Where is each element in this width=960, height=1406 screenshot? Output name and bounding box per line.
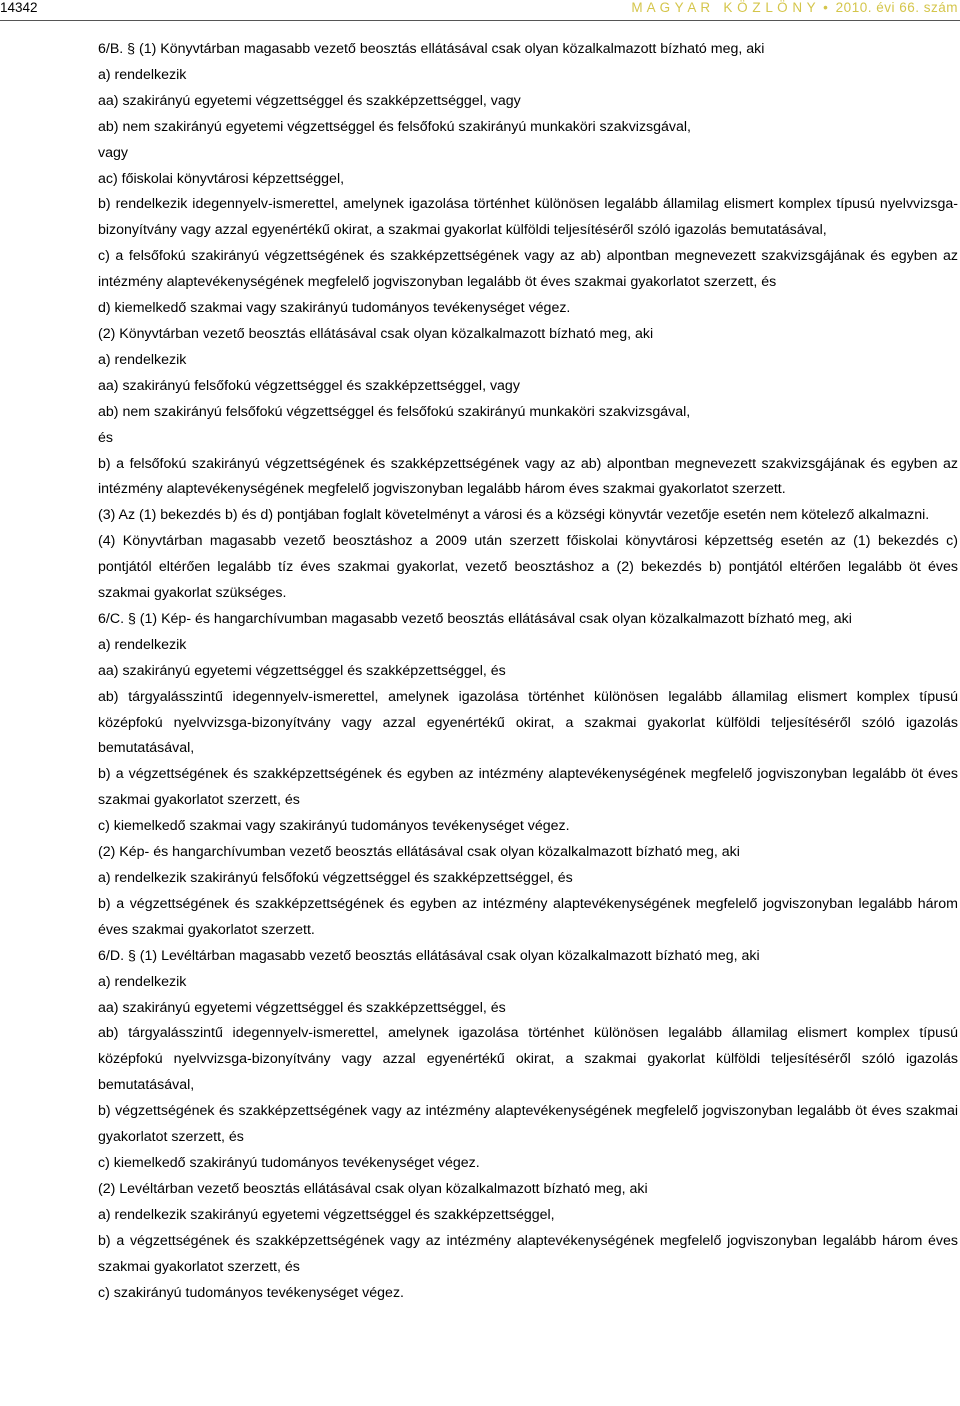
- paragraph: c) kiemelkedő szakmai vagy szakirányú tudományos tevékenységet végez.: [98, 818, 570, 835]
- body-text: [98, 37, 958, 1306]
- journal-name: M A G Y A R K Ö Z L Ö N Y: [631, 0, 816, 15]
- paragraph: b) a végzettségének és szakképzettségének és egyben az intézmény alaptevékenységének megfelelő jogviszonyban legalább három éves szakmai gyakorlatot szerzett.: [98, 895, 958, 938]
- paragraph: (4) Könyvtárban magasabb vezető beosztáshoz a 2009 után szerzett főiskolai könyvtárosi képzettség esetén az (1) bekezdés c) pontjától eltérően legalább tíz éves szakmai gyakorlat, vezető beosztáshoz a (2) bekezdés b) pontjától eltérően legalább öt éves szakmai gyakorlat szükséges.: [98, 533, 958, 602]
- paragraph: 6/D. § (1) Levéltárban magasabb vezető beosztás ellátásával csak olyan közalkalmazott bízható meg, aki: [98, 947, 760, 964]
- paragraph: ab) nem szakirányú felsőfokú végzettséggel és felsőfokú szakirányú munkaköri szakvizsgával, és: [98, 403, 691, 446]
- paragraph: aa) szakirányú felsőfokú végzettséggel és szakképzettséggel, vagy: [98, 377, 520, 394]
- page-number: 14342: [0, 0, 38, 15]
- paragraph: d) kiemelkedő szakmai vagy szakirányú tudományos tevékenységet végez.: [98, 300, 571, 317]
- paragraph: (2) Levéltárban vezető beosztás ellátásával csak olyan közalkalmazott bízható meg, aki: [98, 1180, 648, 1197]
- paragraph: c) kiemelkedő szakirányú tudományos tevékenységet végez.: [98, 1154, 480, 1171]
- paragraph: a) rendelkezik: [98, 636, 187, 653]
- paragraph: aa) szakirányú egyetemi végzettséggel és szakképzettséggel, vagy: [98, 92, 521, 109]
- header-rule: [0, 20, 960, 21]
- paragraph: 6/C. § (1) Kép- és hangarchívumban magasabb vezető beosztás ellátásával csak olyan közalkalmazott bízható meg, aki: [98, 610, 852, 627]
- paragraph: a) rendelkezik: [98, 973, 187, 990]
- paragraph: b) a végzettségének és szakképzettségének és egyben az intézmény alaptevékenységének megfelelő jogviszonyban legalább öt éves szakmai gyakorlatot szerzett, és: [98, 766, 958, 809]
- paragraph: b) a végzettségének és szakképzettségének vagy az intézmény alaptevékenységének megfelelő jogviszonyban legalább három éves szakmai gyakorlatot szerzett, és: [98, 1232, 958, 1275]
- paragraph: (2) Könyvtárban vezető beosztás ellátásával csak olyan közalkalmazott bízható meg, aki: [98, 325, 654, 342]
- paragraph: b) végzettségének és szakképzettségének vagy az intézmény alaptevékenységének megfelelő jogviszonyban legalább öt éves szakmai gyakorlatot szerzett, és: [98, 1103, 958, 1146]
- journal-title: [631, 0, 958, 15]
- paragraph: ac) főiskolai könyvtárosi képzettséggel,: [98, 170, 345, 187]
- header-bullet: •: [823, 0, 829, 15]
- paragraph: (2) Kép- és hangarchívumban vezető beosztás ellátásával csak olyan közalkalmazott bízható meg, aki: [98, 844, 740, 861]
- paragraph: a) rendelkezik szakirányú egyetemi végzettséggel és szakképzettséggel,: [98, 1206, 555, 1223]
- paragraph: aa) szakirányú egyetemi végzettséggel és szakképzettséggel, és: [98, 662, 506, 679]
- page-header: [0, 0, 960, 22]
- paragraph: b) rendelkezik idegennyelv-ismerettel, amelynek igazolása történhet különösen legalább államilag elismert komplex típusú nyelvvizsga-bizonyítvány vagy azzal egyenértékű okirat, a szakmai gyakorlat külföldi teljesítéséről szóló igazolás bemutatásával,: [98, 196, 958, 239]
- paragraph: a) rendelkezik szakirányú felsőfokú végzettséggel és szakképzettséggel, és: [98, 870, 573, 886]
- paragraph: b) a felsőfokú szakirányú végzettségének és szakképzettségének vagy az ab) alpontban megnevezett szakvizsgájának és egyben az intézmény alaptevékenységének megfelelő jogviszonyban legalább három éves szakmai gyakorlatot szerzett.: [98, 455, 958, 498]
- paragraph: 6/B. § (1) Könyvtárban magasabb vezető beosztás ellátásával csak olyan közalkalmazott bízható meg, aki: [98, 41, 765, 57]
- paragraph: a) rendelkezik: [98, 66, 187, 83]
- issue-label: 2010. évi 66. szám: [835, 0, 958, 15]
- paragraph: ab) nem szakirányú egyetemi végzettséggel és felsőfokú szakirányú munkaköri szakvizsgával, vagy: [98, 118, 692, 161]
- paragraph: (3) Az (1) bekezdés b) és d) pontjában foglalt követelményt a városi és a községi könyvtár vezetője esetén nem kötelező alkalmazni.: [98, 507, 930, 524]
- paragraph: c) szakirányú tudományos tevékenységet végez.: [98, 1284, 404, 1301]
- paragraph: aa) szakirányú egyetemi végzettséggel és szakképzettséggel, és: [98, 999, 506, 1016]
- paragraph: ab) tárgyalásszintű idegennyelv-ismerettel, amelynek igazolása történhet különösen legalább államilag elismert komplex típusú középfokú nyelvvizsga-bizonyítvány vagy azzal egyenértékű okirat, a szakmai gyakorlat külföldi teljesítéséről szóló igazolás bemutatásával,: [98, 688, 958, 757]
- paragraph: c) a felsőfokú szakirányú végzettségének és szakképzettségének vagy az ab) alpontban megnevezett szakvizsgájának és egyben az intézmény alaptevékenységének megfelelő jogviszonyban legalább öt éves szakmai gyakorlatot szerzett, és: [98, 248, 958, 291]
- paragraph: ab) tárgyalásszintű idegennyelv-ismerettel, amelynek igazolása történhet különösen legalább államilag elismert komplex típusú középfokú nyelvvizsga-bizonyítvány vagy azzal egyenértékű okirat, a szakmai gyakorlat külföldi teljesítéséről szóló igazolás bemutatásával,: [98, 1025, 958, 1094]
- paragraph: a) rendelkezik: [98, 351, 187, 368]
